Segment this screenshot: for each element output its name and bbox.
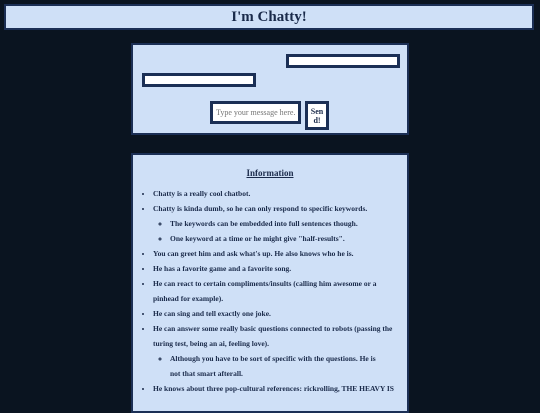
info-subitem: ◦ One keyword at a time or he might give "half-results". (170, 231, 397, 246)
app-header (4, 4, 534, 30)
info-item: • He can answer some really basic questions connected to robots (passing the turing test, being an ai, feeling love). ◦ Although you have to be sort of specific with the questions. He is not that smart afterall. (153, 321, 407, 381)
info-item: • He can react to certain compliments/insults (calling him awesome or a pinhead for example). (153, 276, 407, 306)
info-item: • Chatty is kinda dumb, so he can only respond to specific keywords. ◦ The keywords can be embedded into full sentences though. ◦ One keyword at a time or he might give "half-results". (153, 201, 407, 246)
info-item: • Chatty is a really cool chatbot. (153, 186, 407, 201)
info-panel (131, 153, 409, 413)
send-button[interactable]: Send! (305, 101, 329, 130)
chat-panel (131, 43, 409, 135)
info-item: • He can sing and tell exactly one joke. (153, 306, 407, 321)
info-list (133, 186, 407, 396)
user-message-bubble (142, 73, 256, 87)
info-item: • He knows about three pop-cultural references: rickrolling, THE HEAVY IS (153, 381, 407, 396)
info-item: • He has a favorite game and a favorite song. (153, 261, 407, 276)
info-subitem: ◦ Although you have to be sort of specific with the questions. He is not that smart afterall. (170, 351, 397, 381)
info-item: • You can greet him and ask what's up. He also knows who he is. (153, 246, 407, 261)
bot-message-bubble (286, 54, 400, 68)
info-sublist (153, 351, 397, 381)
info-subitem: ◦ The keywords can be embedded into full sentences though. (170, 216, 397, 231)
message-input[interactable] (210, 101, 301, 124)
info-sublist (153, 216, 397, 246)
info-title: Information (246, 168, 294, 178)
app-title: I'm Chatty! (231, 8, 307, 25)
